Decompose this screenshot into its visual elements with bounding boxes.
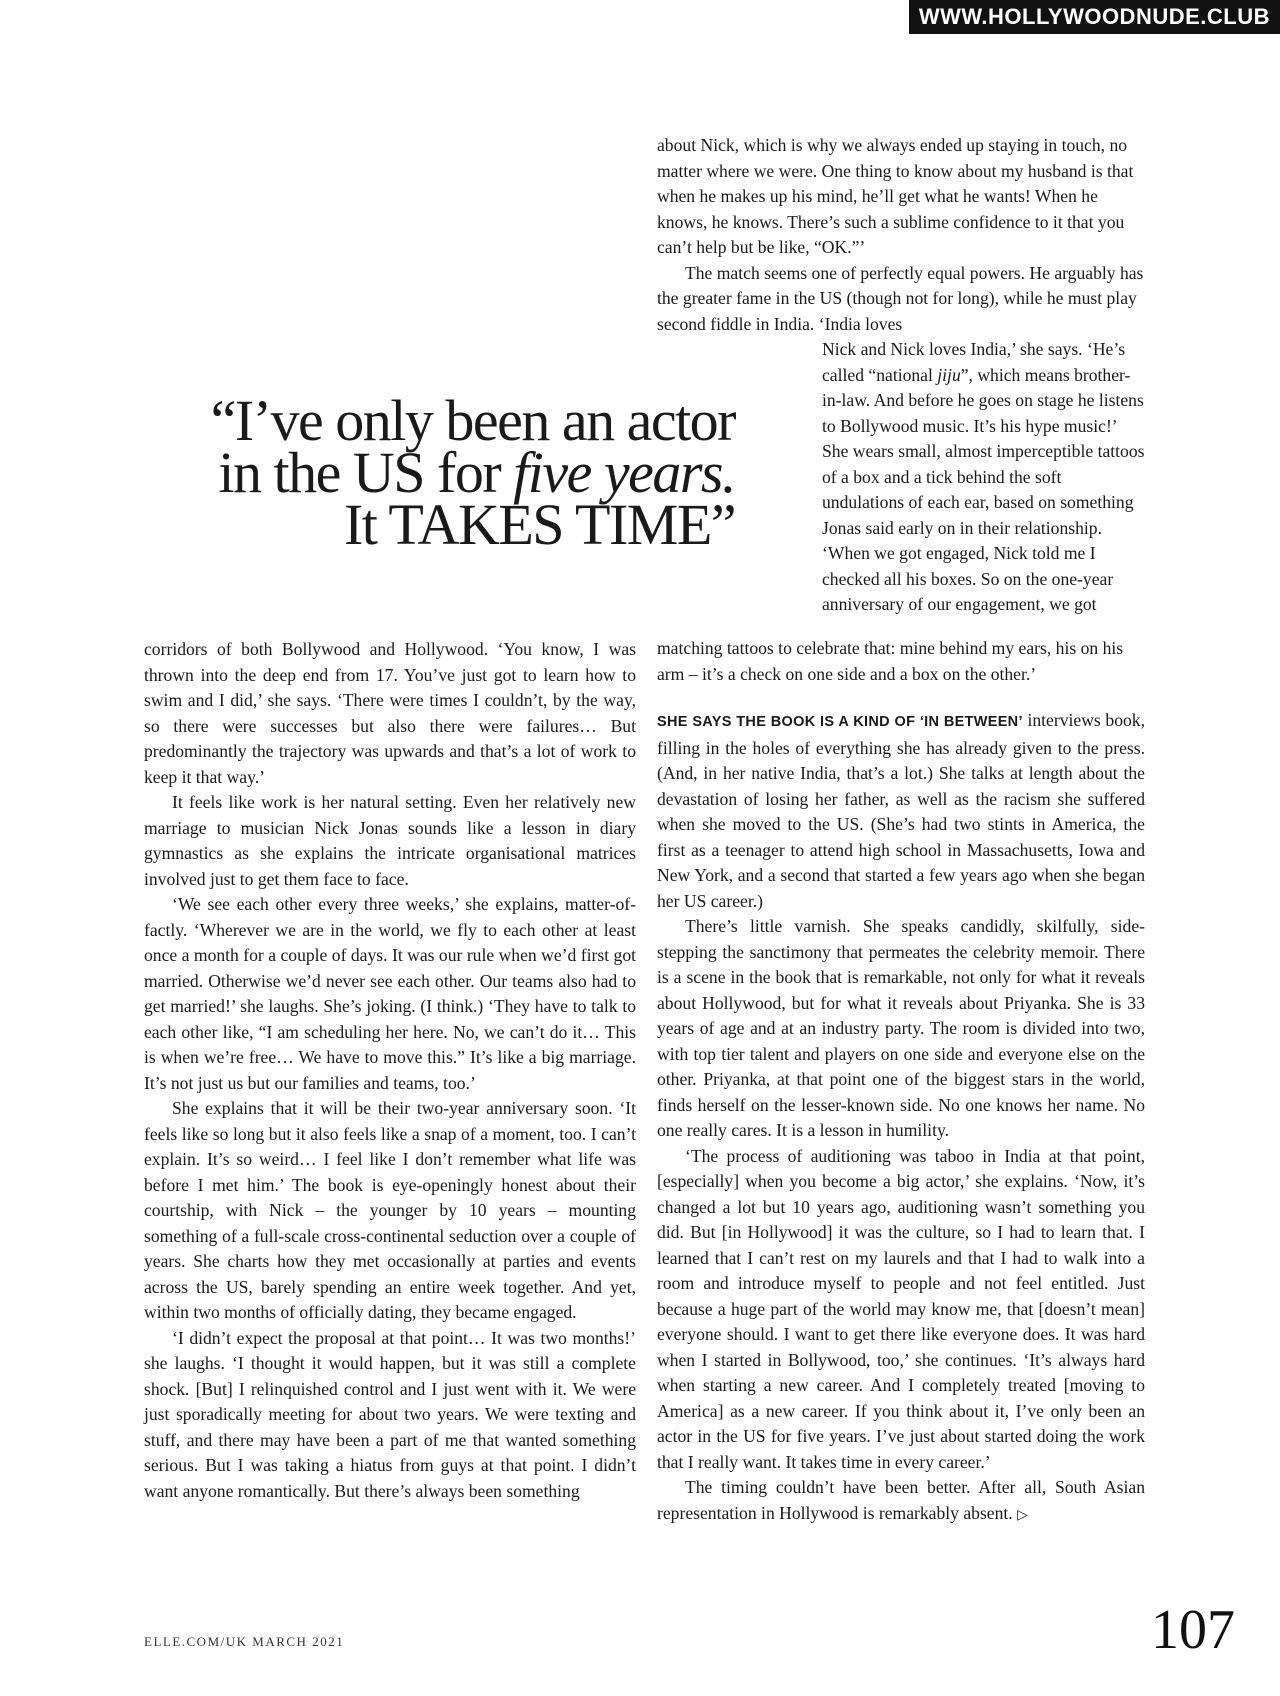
paragraph: It feels like work is her natural setting. Even her relatively new marriage to musician Nick Jonas sounds like a lesson in diary gymnastics as she explains the intricate organisational matrices involved just to get them face to face. — [144, 792, 636, 889]
paragraph: The match seems one of perfectly equal powers. He arguably has the greater fame in the US (though not for long), while he must play second fiddle in India. ‘India loves — [657, 262, 1144, 334]
wrapped-paragraph — [822, 337, 1145, 618]
text-run: in the US for — [218, 440, 514, 505]
pull-quote-line: “I’ve only been an actor — [210, 388, 735, 453]
paragraph: matching tattoos to celebrate that: mine behind my ears, his on his arm – it’s a check on one side and a box on the other.’ — [657, 638, 1124, 684]
paragraph: She explains that it will be their two-year anniversary soon. ‘It feels like so long but it also feels like a snap of a moment, too. I can’t explain. It’s so weird… I feel like I don’t remember what life was before I met him.’ The book is eye-openingly honest about their courtship, with Nick – the younger by 10 years – mounting something of a full-scale cross-continental seduction over a couple of years. She charts how they met occasionally at parties and events across the US, barely spending an entire week together. And yet, within two months of officially dating, they became engaged. — [144, 1098, 636, 1322]
pull-quote-line: It TAKES TIME” — [343, 492, 735, 557]
end-mark-icon: ▷ — [1017, 1507, 1028, 1523]
emphasis-text: jiju — [937, 364, 961, 385]
paragraph: ‘I didn’t expect the proposal at that point… It was two months!’ she laughs. ‘I thought it would happen, but it was still a complete shock. [But] I relinquished control and I just went with it. We were just sporadically meeting for about two years. We were texting and stuff, and there may have been a part of me that wanted something serious. But I was taking a hiatus from guys at that point. I didn’t want anyone romantically. But there’s always been something — [144, 1327, 636, 1501]
pull-quote — [140, 388, 735, 557]
paragraph — [657, 1475, 1145, 1528]
page-number: 107 — [1151, 1599, 1235, 1661]
right-column-lower — [657, 708, 1145, 1528]
paragraph: ‘We see each other every three weeks,’ she explains, matter-of-factly. ‘Wherever we are in the world, we fly to each other at least once a month for a couple of days. It was our rule when we’d first got married. Otherwise we’d never see each other. Our teams also had to get married!’ she laughs. She’s joking. (I think.) ‘They have to talk to each other like, “I am scheduling her here. No, we can’t do it… This is when we’re free… We have to move this.” It’s like a big marriage. It’s not just us but our families and teams, too.’ — [144, 894, 636, 1093]
paragraph: ‘The process of auditioning was taboo in India at that point, [especially] when you become a big actor,’ she explains. ‘Now, it’s changed a lot but 10 years ago, auditioning wasn’t something you did. But [in Hollywood] it was the culture, so I had to learn that. I learned that I can’t rest on my laurels and that I had to walk into a room and introduce myself to people and not feel entitled. Just because a huge part of the world may know me, that [doesn’t mean] everyone should. I want to get there like everyone does. It was hard when I started in Bollywood, too,’ she continues. ‘It’s always hard when starting a new career. And I completely treated [moving to America] as a new career. If you think about it, I’ve only been an actor in the US for five years. I’ve just about started doing the work that I really want. It takes time in every career.’ — [657, 1145, 1145, 1472]
left-column — [144, 637, 636, 1504]
text-run: The timing couldn’t have been better. After all, South Asian representation in Hollywood is remarkably absent. — [657, 1477, 1145, 1523]
right-column-continuation — [657, 636, 1145, 687]
paragraph — [657, 708, 1145, 914]
text-run: ”, which means brother-in-law. And before he goes on stage he listens to Bollywood music. It’s his hype music!’ She wears small, almost imperceptible tattoos of a box and a tick behind the soft undulations of each ear, based on something Jonas said early on in their relationship. ‘When we got engaged, Nick told me I checked all his boxes. So on the one-year anniversary of our engagement, we got — [822, 364, 1145, 614]
emphasis-text: five years. — [513, 440, 735, 505]
paragraph: about Nick, which is why we always ended up staying in touch, no matter where we were. One thing to know about my husband is that when he makes up his mind, he’ll get what he wants! When he knows, he knows. There’s such a sublime confidence to it that you can’t help but be like, “OK.”’ — [657, 135, 1134, 257]
section-kicker: SHE SAYS THE BOOK IS A KIND OF ‘IN BETWEEN’ — [657, 714, 1023, 730]
watermark: WWW.HOLLYWOODNUDE.CLUB — [909, 0, 1280, 34]
text-run: interviews book, filling in the holes of everything she has already given to the press. (And, in her native India, that’s a lot.) She talks at length about the devastation of losing her father, as well as the racism she suffered when she moved to the US. (She’s had two stints in America, the first as a teenager to attend high school in Massachusetts, Iowa and New York, and a second that started a few years ago when she began her US career.) — [657, 710, 1146, 911]
folio: ELLE.COM/UK MARCH 2021 — [144, 1634, 345, 1649]
paragraph: There’s little varnish. She speaks candidly, skilfully, side-stepping the sanctimony that permeates the celebrity memoir. There is a scene in the book that is remarkable, not only for what it reveals about Hollywood, but for what it reveals about Priyanka. She is 33 years of age and at an industry party. The room is divided into two, with top tier talent and players on one side and everyone else on the other. Priyanka, at that point one of the biggest stars in the world, finds herself on the lesser-known side. No one knows her name. No one really cares. It is a lesson in humility. — [657, 916, 1145, 1140]
paragraph: corridors of both Bollywood and Hollywood. ‘You know, I was thrown into the deep end from 17. You’ve just got to learn how to swim and I did,’ she says. ‘There were times I couldn’t, by the way, so there were successes but also there were failures… But predominantly the trajectory was upwards and that’s a lot of work to keep it that way.’ — [144, 639, 636, 787]
text-run: Nick and Nick loves India,’ she says. ‘He’s called “national — [822, 339, 1126, 385]
right-column-top — [657, 133, 1145, 337]
